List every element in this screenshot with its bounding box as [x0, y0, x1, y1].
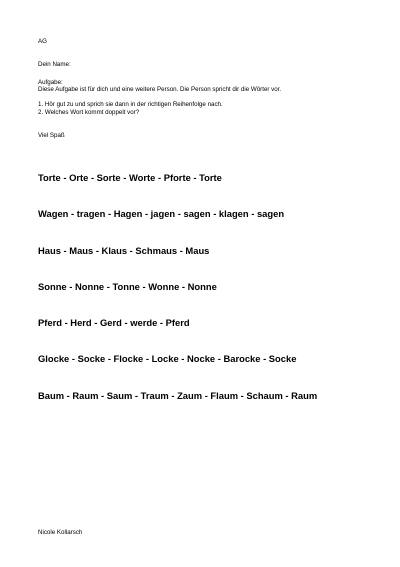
name-label: Dein Name:	[38, 61, 71, 68]
word-row-5: Pferd - Herd - Gerd - werde - Pferd	[38, 317, 190, 328]
task-step-1: 1. Hör gut zu und sprich sie dann in der richtigen Reihenfolge nach.	[38, 101, 223, 108]
word-row-3: Haus - Maus - Klaus - Schmaus - Maus	[38, 245, 210, 256]
word-row-7: Baum - Raum - Saum - Traum - Zaum - Flaum - Schaum - Raum	[38, 390, 318, 401]
closing-text: Viel Spaß	[38, 132, 65, 139]
header-initials: AG	[38, 38, 47, 45]
task-heading: Aufgabe:	[38, 79, 63, 86]
task-description: Diese Aufgabe ist für dich und eine weitere Person. Die Person spricht dir die Wörter vor.	[38, 86, 282, 93]
word-row-6: Glocke - Socke - Flocke - Locke - Nocke - Barocke - Socke	[38, 353, 297, 364]
task-step-2: 2. Welches Wort kommt doppelt vor?	[38, 109, 140, 116]
word-row-2: Wagen - tragen - Hagen - jagen - sagen - klagen - sagen	[38, 208, 285, 219]
footer-author: Nicole Kollarsch	[38, 529, 83, 536]
word-row-4: Sonne - Nonne - Tonne - Wonne - Nonne	[38, 281, 217, 292]
word-row-1: Torte - Orte - Sorte - Worte - Pforte - Torte	[38, 172, 222, 183]
